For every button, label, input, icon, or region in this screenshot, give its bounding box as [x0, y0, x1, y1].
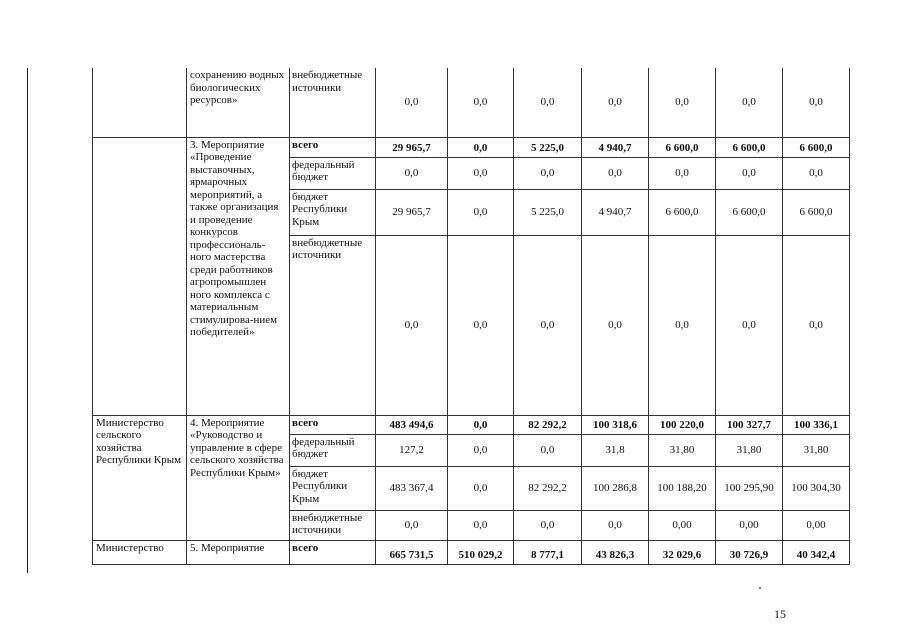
- value-cell: 0,0: [716, 68, 783, 137]
- value-cell: 0,0: [376, 510, 448, 540]
- value-cell: 6 600,0: [783, 189, 850, 235]
- value-cell: 31,80: [716, 434, 783, 466]
- source-cell: всего: [290, 415, 376, 434]
- value-cell: 0,0: [376, 157, 448, 189]
- scan-speck: [759, 587, 761, 589]
- value-cell: 0,0: [514, 157, 582, 189]
- value-cell: 0,0: [448, 189, 514, 235]
- value-cell: 4 940,7: [582, 189, 649, 235]
- source-cell: внебюджетные источники: [290, 68, 376, 137]
- value-cell: 29 965,7: [376, 137, 448, 157]
- value-cell: 0,00: [716, 510, 783, 540]
- value-cell: 483 367,4: [376, 466, 448, 510]
- value-cell: 0,0: [649, 235, 716, 415]
- value-cell: 4 940,7: [582, 137, 649, 157]
- value-cell: 0,0: [448, 157, 514, 189]
- value-cell: 0,0: [716, 157, 783, 189]
- executor-cell: Министерство: [93, 540, 187, 564]
- value-cell: 510 029,2: [448, 540, 514, 564]
- value-cell: 8 777,1: [514, 540, 582, 564]
- table-row: [93, 137, 850, 157]
- value-cell: 100 188,20: [649, 466, 716, 510]
- table-row: [93, 540, 850, 564]
- value-cell: 30 726,9: [716, 540, 783, 564]
- value-cell: 0,00: [783, 510, 850, 540]
- value-cell: 0,0: [376, 235, 448, 415]
- value-cell: 0,0: [582, 510, 649, 540]
- value-cell: 0,0: [783, 68, 850, 137]
- executor-cell: Министерство сельского хозяйства Республики Крым: [93, 415, 187, 540]
- value-cell: 100 304,30: [783, 466, 850, 510]
- value-cell: 43 826,3: [582, 540, 649, 564]
- left-margin-rule: [27, 68, 28, 573]
- value-cell: 0,0: [448, 510, 514, 540]
- executor-cell: [93, 137, 187, 415]
- value-cell: 100 286,8: [582, 466, 649, 510]
- value-cell: 31,80: [783, 434, 850, 466]
- value-cell: 127,2: [376, 434, 448, 466]
- value-cell: 100 295,90: [716, 466, 783, 510]
- measure-cell: 4. Мероприятие «Руководство и управление в сфере сельского хозяйства Республики Крым»: [187, 415, 290, 540]
- value-cell: 5 225,0: [514, 189, 582, 235]
- source-cell: бюджет Республики Крым: [290, 189, 376, 235]
- value-cell: 0,00: [649, 510, 716, 540]
- value-cell: 0,0: [582, 157, 649, 189]
- value-cell: 32 029,6: [649, 540, 716, 564]
- value-cell: 100 327,7: [716, 415, 783, 434]
- value-cell: 0,0: [649, 68, 716, 137]
- value-cell: 483 494,6: [376, 415, 448, 434]
- value-cell: 0,0: [514, 235, 582, 415]
- budget-table: [92, 68, 850, 565]
- measure-cell: 5. Мероприятие: [187, 540, 290, 564]
- value-cell: 0,0: [716, 235, 783, 415]
- value-cell: 0,0: [448, 415, 514, 434]
- value-cell: 100 318,6: [582, 415, 649, 434]
- value-cell: 0,0: [448, 137, 514, 157]
- value-cell: 82 292,2: [514, 415, 582, 434]
- measure-cell: сохранению водных биологических ресурсов»: [187, 68, 290, 137]
- value-cell: 29 965,7: [376, 189, 448, 235]
- value-cell: 0,0: [783, 157, 850, 189]
- value-cell: 0,0: [783, 235, 850, 415]
- executor-cell: [93, 68, 187, 137]
- value-cell: 0,0: [448, 235, 514, 415]
- value-cell: 31,80: [649, 434, 716, 466]
- source-cell: всего: [290, 137, 376, 157]
- source-cell: внебюджетные источники: [290, 510, 376, 540]
- value-cell: 6 600,0: [716, 189, 783, 235]
- value-cell: 31,8: [582, 434, 649, 466]
- value-cell: 6 600,0: [783, 137, 850, 157]
- value-cell: 0,0: [514, 510, 582, 540]
- value-cell: 0,0: [448, 466, 514, 510]
- value-cell: 6 600,0: [716, 137, 783, 157]
- value-cell: 0,0: [582, 68, 649, 137]
- table-row: [93, 415, 850, 434]
- value-cell: 40 342,4: [783, 540, 850, 564]
- source-cell: федеральный бюджет: [290, 157, 376, 189]
- table-row: [93, 68, 850, 137]
- value-cell: 0,0: [448, 434, 514, 466]
- value-cell: 665 731,5: [376, 540, 448, 564]
- value-cell: 0,0: [448, 68, 514, 137]
- source-cell: всего: [290, 540, 376, 564]
- source-cell: бюджет Республики Крым: [290, 466, 376, 510]
- value-cell: 100 220,0: [649, 415, 716, 434]
- value-cell: 0,0: [514, 434, 582, 466]
- source-cell: федеральный бюджет: [290, 434, 376, 466]
- value-cell: 5 225,0: [514, 137, 582, 157]
- value-cell: 6 600,0: [649, 189, 716, 235]
- value-cell: 0,0: [376, 68, 448, 137]
- value-cell: 82 292,2: [514, 466, 582, 510]
- measure-cell: 3. Мероприятие «Проведение выставочных, ярмарочных мероприятий, а также организация и проведение конкурсов профессиональ-ного мастерства среди работников агропромышлен ного комплекса с материальным стимулирова-нием победителей»: [187, 137, 290, 415]
- source-cell: внебюджетные источники: [290, 235, 376, 415]
- value-cell: 0,0: [582, 235, 649, 415]
- value-cell: 6 600,0: [649, 137, 716, 157]
- value-cell: 100 336,1: [783, 415, 850, 434]
- value-cell: 0,0: [649, 157, 716, 189]
- value-cell: 0,0: [514, 68, 582, 137]
- page-number: 15: [774, 607, 786, 621]
